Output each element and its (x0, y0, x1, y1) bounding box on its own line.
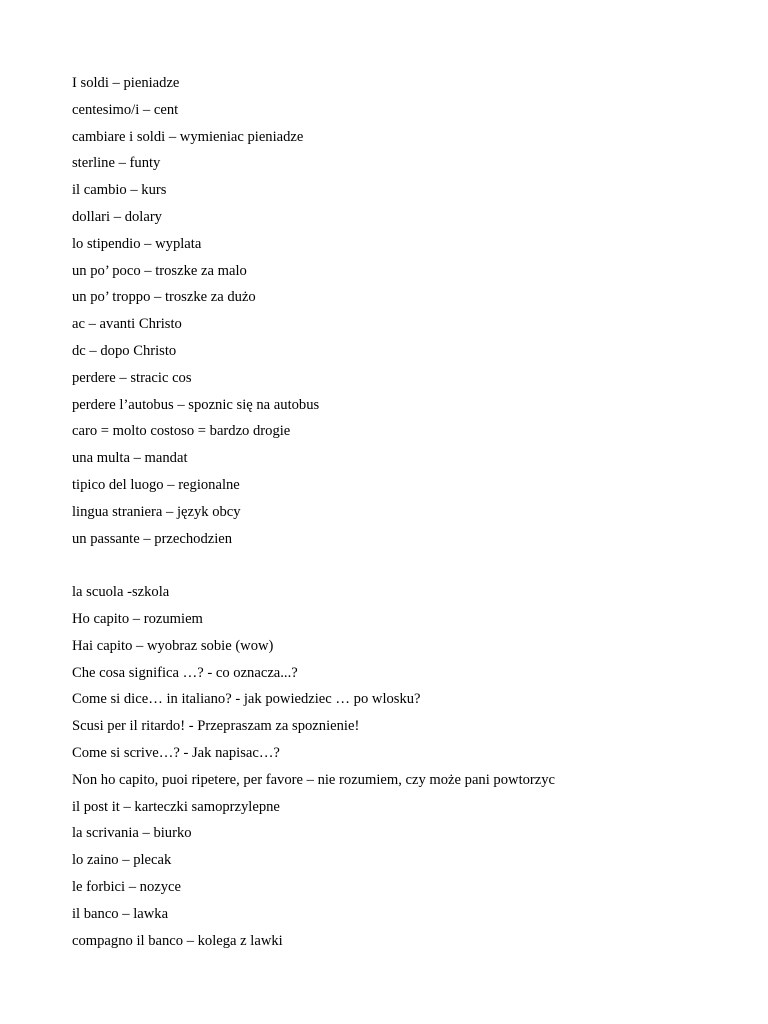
vocabulary-line: il post it – karteczki samoprzylepne (72, 798, 280, 815)
vocabulary-line: dc – dopo Christo (72, 342, 177, 359)
blank-line (72, 552, 712, 579)
vocabulary-line: perdere l’autobus – spoznic się na autobus (72, 396, 320, 413)
vocabulary-line: tipico del luogo – regionalne (72, 476, 240, 493)
vocabulary-line: centesimo/i – cent (72, 101, 179, 118)
vocabulary-line: una multa – mandat (72, 450, 188, 467)
vocabulary-line: un passante – przechodzien (72, 530, 233, 547)
vocabulary-line: I soldi – pieniadze (72, 75, 180, 91)
vocabulary-line: il banco – lawka (72, 905, 169, 922)
vocabulary-line: lingua straniera – język obcy (72, 503, 241, 520)
vocabulary-line: la scrivania – biurko (72, 825, 192, 842)
vocabulary-line: Hai capito – wyobraz sobie (wow) (72, 637, 274, 654)
vocabulary-line: un po’ poco – troszke za malo (72, 262, 247, 279)
vocabulary-line: lo zaino – plecak (72, 852, 172, 869)
vocabulary-line: cambiare i soldi – wymieniac pieniadze (72, 128, 304, 145)
vocabulary-line: dollari – dolary (72, 208, 162, 225)
vocabulary-line: Non ho capito, puoi ripetere, per favore – nie rozumiem, czy może pani powtorzyc (72, 771, 556, 788)
vocabulary-line: Come si dice… in italiano? - jak powiedziec … po wlosku? (72, 691, 421, 708)
vocabulary-line: lo stipendio – wyplata (72, 235, 202, 252)
document-body (72, 70, 712, 954)
vocabulary-line: Scusi per il ritardo! - Przepraszam za spoznienie! (72, 718, 360, 735)
vocabulary-line: Ho capito – rozumiem (72, 610, 203, 627)
vocabulary-line: compagno il banco – kolega z lawki (72, 932, 283, 949)
vocabulary-line: caro = molto costoso = bardzo drogie (72, 423, 291, 440)
vocabulary-line: Come si scrive…? - Jak napisac…? (72, 744, 280, 761)
vocabulary-section-school (72, 579, 712, 954)
vocabulary-line: sterline – funty (72, 155, 161, 172)
vocabulary-line: un po’ troppo – troszke za dużo (72, 289, 256, 306)
vocabulary-line: ac – avanti Christo (72, 316, 182, 333)
vocabulary-line: la scuola -szkola (72, 584, 170, 601)
vocabulary-line: il cambio – kurs (72, 182, 167, 199)
vocabulary-section-money (72, 70, 712, 552)
vocabulary-line: perdere – stracic cos (72, 369, 192, 386)
vocabulary-line: Che cosa significa …? - co oznacza...? (72, 664, 298, 681)
vocabulary-line: le forbici – nozyce (72, 878, 181, 895)
